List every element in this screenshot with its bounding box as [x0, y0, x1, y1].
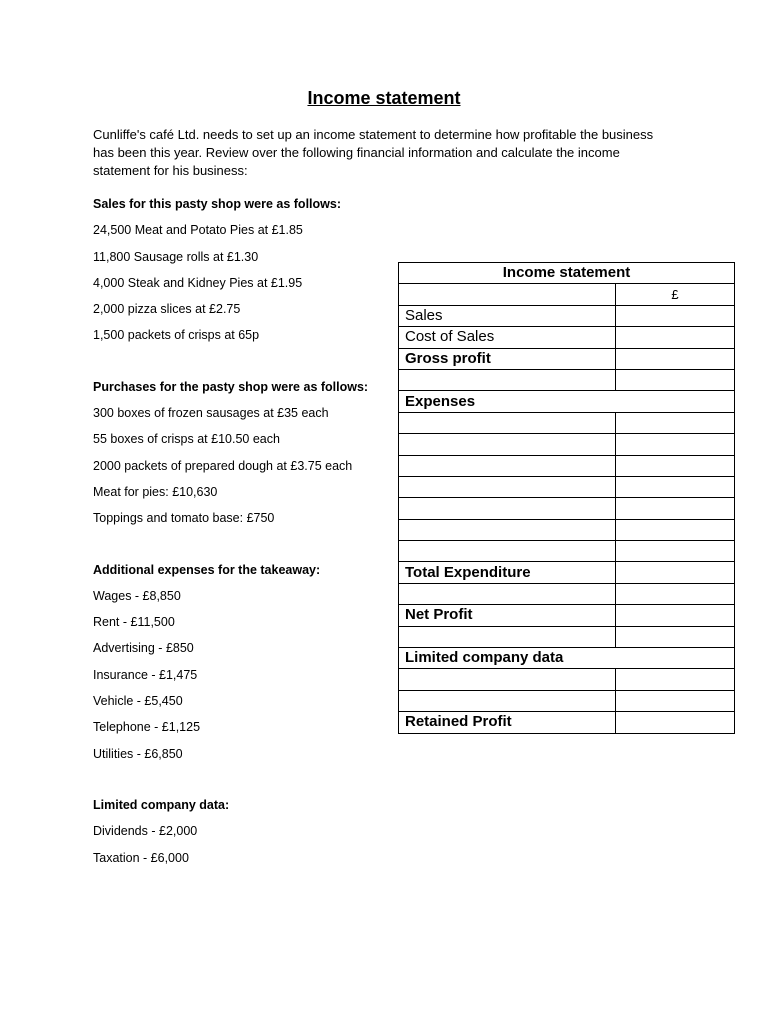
value-cell — [616, 476, 735, 497]
value-cell — [616, 455, 735, 476]
page-title: Income statement — [307, 88, 461, 108]
row-label-net-profit: Net Profit — [399, 605, 616, 626]
expenses-item: Wages - £8,850 — [93, 588, 181, 603]
value-cell — [616, 562, 735, 583]
table-cell — [399, 541, 616, 562]
table-cell — [399, 284, 616, 305]
value-cell — [616, 412, 735, 433]
table-cell — [399, 583, 616, 604]
table-row — [399, 263, 735, 284]
value-cell — [616, 305, 735, 326]
intro-paragraph: Cunliffe's café Ltd. needs to set up an income statement to determine how profitable the business has been this year. Review over the following financial information and calculate the income statement for his business: — [93, 127, 654, 178]
table-title: Income statement — [399, 263, 735, 284]
expenses-item: Vehicle - £5,450 — [93, 694, 183, 709]
table-row — [399, 412, 735, 433]
purchases-item: 300 boxes of frozen sausages at £35 each — [93, 406, 329, 421]
table-row — [399, 583, 735, 604]
spacer — [93, 770, 383, 795]
purchases-heading: Purchases for the pasty shop were as follows: — [93, 379, 369, 394]
value-cell — [616, 498, 735, 519]
sales-item: 2,000 pizza slices at £2.75 — [93, 302, 241, 317]
purchases-item: 2000 packets of prepared dough at £3.75 each — [93, 458, 353, 473]
sales-item: 1,500 packets of crisps at 65p — [93, 328, 260, 343]
sales-item: 24,500 Meat and Potato Pies at £1.85 — [93, 223, 303, 238]
expenses-item: Insurance - £1,475 — [93, 667, 198, 682]
value-cell — [616, 327, 735, 348]
table-row — [399, 605, 735, 626]
purchases-item: Meat for pies: £10,630 — [93, 484, 218, 499]
value-cell — [616, 541, 735, 562]
value-cell — [616, 519, 735, 540]
value-cell — [616, 583, 735, 604]
table-row — [399, 519, 735, 540]
table-cell — [399, 626, 616, 647]
expenses-item: Rent - £11,500 — [93, 615, 175, 630]
table-row — [399, 712, 735, 733]
table-cell — [399, 369, 616, 390]
value-cell — [616, 690, 735, 711]
expenses-heading: Additional expenses for the takeaway: — [93, 562, 321, 577]
table-row — [399, 541, 735, 562]
table-cell — [399, 690, 616, 711]
row-label-gross-profit: Gross profit — [399, 348, 616, 369]
table-row — [399, 305, 735, 326]
income-statement-table — [398, 262, 735, 734]
financial-information — [93, 194, 383, 874]
table-row — [399, 284, 735, 305]
limited-item: Dividends - £2,000 — [93, 824, 198, 839]
sales-item: 11,800 Sausage rolls at £1.30 — [93, 249, 259, 264]
row-label-retained-profit: Retained Profit — [399, 712, 616, 733]
spacer — [93, 352, 383, 377]
row-label-cost-of-sales: Cost of Sales — [399, 327, 616, 348]
table-cell — [399, 498, 616, 519]
table-row — [399, 434, 735, 455]
table-row — [399, 690, 735, 711]
value-cell — [616, 712, 735, 733]
currency-header: £ — [616, 284, 735, 305]
purchases-item: Toppings and tomato base: £750 — [93, 511, 275, 526]
value-cell — [616, 434, 735, 455]
table-row — [399, 391, 735, 412]
expenses-item: Advertising - £850 — [93, 641, 194, 656]
value-cell — [616, 626, 735, 647]
expenses-item: Utilities - £6,850 — [93, 746, 183, 761]
table-row — [399, 626, 735, 647]
purchases-item: 55 boxes of crisps at £10.50 each — [93, 432, 280, 447]
row-label-sales: Sales — [399, 305, 616, 326]
table-row — [399, 648, 735, 669]
table-cell — [399, 476, 616, 497]
sales-heading: Sales for this pasty shop were as follows: — [93, 197, 341, 211]
value-cell — [616, 348, 735, 369]
row-label-expenses: Expenses — [399, 391, 735, 412]
table-row — [399, 369, 735, 390]
row-label-total-expenditure: Total Expenditure — [399, 562, 616, 583]
value-cell — [616, 605, 735, 626]
table-row — [399, 455, 735, 476]
table-cell — [399, 519, 616, 540]
expenses-item: Telephone - £1,125 — [93, 720, 201, 735]
table-row — [399, 327, 735, 348]
value-cell — [616, 669, 735, 690]
table-cell — [399, 412, 616, 433]
table-cell — [399, 455, 616, 476]
table-row — [399, 669, 735, 690]
table-row — [399, 562, 735, 583]
spacer — [93, 535, 383, 560]
table-row — [399, 348, 735, 369]
sales-item: 4,000 Steak and Kidney Pies at £1.95 — [93, 275, 303, 290]
table-cell — [399, 434, 616, 455]
limited-heading: Limited company data: — [93, 797, 230, 812]
value-cell — [616, 369, 735, 390]
row-label-limited-company-data: Limited company data — [399, 648, 735, 669]
limited-item: Taxation - £6,000 — [93, 850, 189, 865]
table-row — [399, 498, 735, 519]
table-cell — [399, 669, 616, 690]
table-row — [399, 476, 735, 497]
